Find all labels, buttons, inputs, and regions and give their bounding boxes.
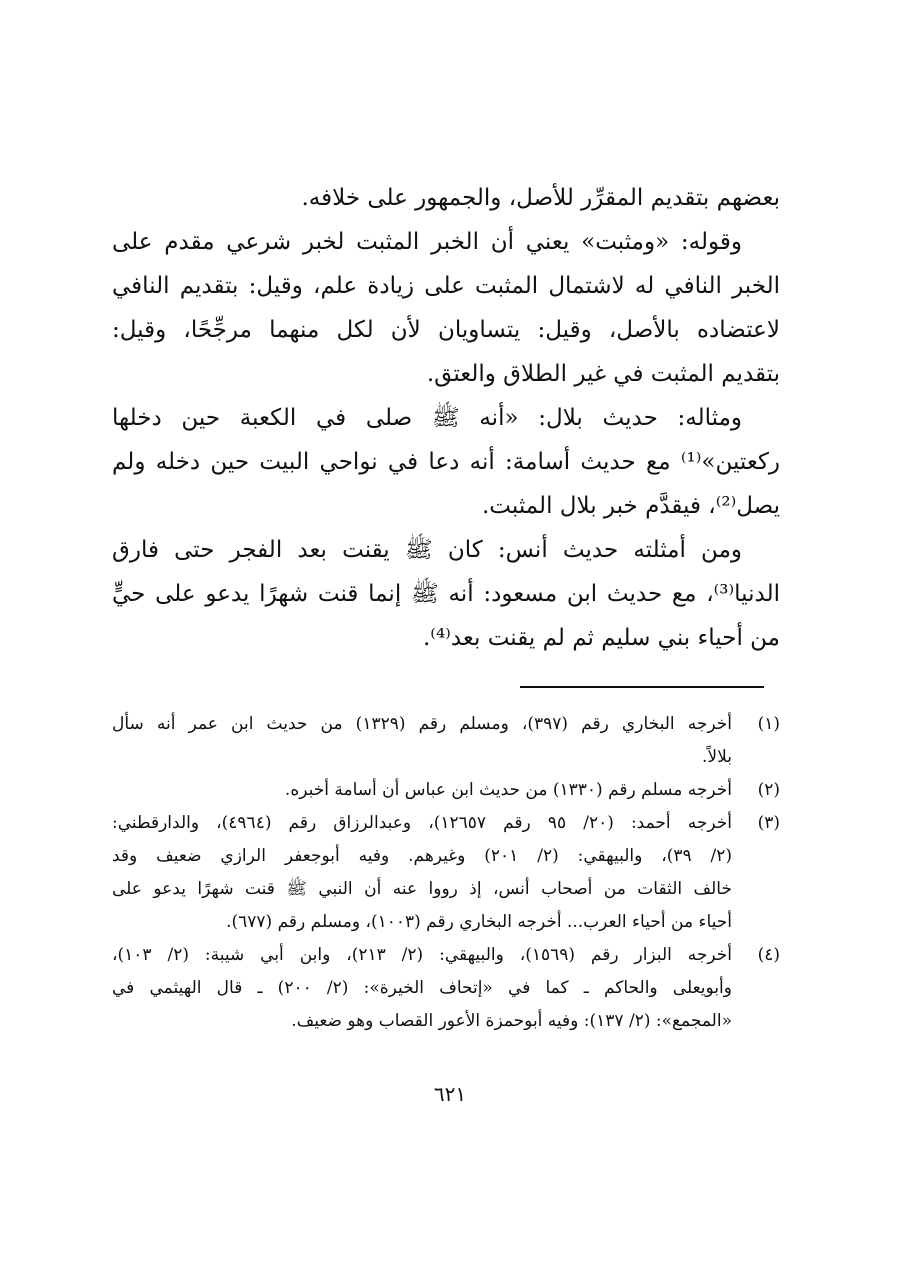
- body-line: يصل⁽²⁾، فيقدَّم خبر بلال المثبت.: [481, 493, 780, 519]
- footnotes-section: [112, 708, 780, 1038]
- footnote-line: «المجمع»: (٢/ ١٣٧): وفيه أبوحمزة الأعور القصاب وهو ضعيف.: [291, 1011, 732, 1031]
- body-line: ومن أمثلته حديث أنس: كان ﷺ يقنت بعد الفجر حتى فارق: [112, 537, 742, 563]
- footnote-number: (٣): [757, 813, 780, 833]
- footnote-line: أخرجه مسلم رقم (١٣٣٠) من حديث ابن عباس أن أسامة أخبره.: [284, 780, 732, 800]
- footnote-number: (١): [757, 714, 780, 734]
- body-line: من أحياء بني سليم ثم لم يقنت بعد⁽⁴⁾.: [422, 625, 780, 651]
- footnote-2: [112, 774, 780, 807]
- footnote-number: (٤): [757, 945, 780, 965]
- body-line: لاعتضاده بالأصل، وقيل: يتساويان لأن لكل منهما مرجِّحًا، وقيل:: [112, 317, 780, 343]
- footnote-1: [112, 708, 780, 774]
- footnote-line: وأبويعلى والحاكم ـ كما في «إتحاف الخيرة»: (٢/ ٢٠٠) ـ قال الهيثمي في: [112, 978, 732, 998]
- footnote-4: [112, 939, 780, 1038]
- footnote-line: خالف الثقات من أصحاب أنس، إذ رووا عنه أن النبي ﷺ قنت شهرًا يدعو على: [112, 879, 732, 899]
- footnote-line: (٢/ ٣٩)، والبيهقي: (٢/ ٢٠١) وغيرهم. وفيه أبوجعفر الرازي ضعيف وقد: [112, 846, 732, 866]
- body-line: الخبر النافي له لاشتمال المثبت على زيادة علم، وقيل: بتقديم النافي: [112, 273, 780, 299]
- footnote-number: (٢): [757, 780, 780, 800]
- body-line: ركعتين»⁽¹⁾ مع حديث أسامة: أنه دعا في نواحي البيت حين دخله ولم: [112, 449, 780, 475]
- footnote-line: أحياء من أحياء العرب... أخرجه البخاري رقم (١٠٠٣)، ومسلم رقم (٦٧٧).: [226, 912, 732, 932]
- main-body-text: [112, 176, 780, 660]
- footnote-separator: [520, 686, 764, 688]
- body-line: ومثاله: حديث بلال: «أنه ﷺ صلى في الكعبة حين دخلها: [112, 405, 742, 431]
- body-line: وقوله: «ومثبت» يعني أن الخبر المثبت لخبر شرعي مقدم على: [112, 229, 742, 255]
- footnote-line: أخرجه البخاري رقم (٣٩٧)، ومسلم رقم (١٣٢٩) من حديث ابن عمر أنه سأل: [112, 714, 732, 734]
- footnote-3: [112, 807, 780, 939]
- page-number: ٦٢١: [433, 1082, 467, 1106]
- body-line: بعضهم بتقديم المقرِّر للأصل، والجمهور على خلافه.: [301, 185, 780, 211]
- footnote-line: أخرجه البزار رقم (١٥٦٩)، والبيهقي: (٢/ ٢١٣)، وابن أبي شيبة: (٢/ ١٠٣)،: [112, 945, 732, 965]
- footnote-line: أخرجه أحمد: (٢٠/ ٩٥ رقم ١٢٦٥٧)، وعبدالرزاق رقم (٤٩٦٤)، والدارقطني:: [112, 813, 732, 833]
- footnote-line: بلالاً.: [702, 747, 732, 767]
- body-line: بتقديم المثبت في غير الطلاق والعتق.: [426, 361, 780, 387]
- body-line: الدنيا⁽³⁾، مع حديث ابن مسعود: أنه ﷺ إنما قنت شهرًا يدعو على حيٍّ: [112, 581, 780, 607]
